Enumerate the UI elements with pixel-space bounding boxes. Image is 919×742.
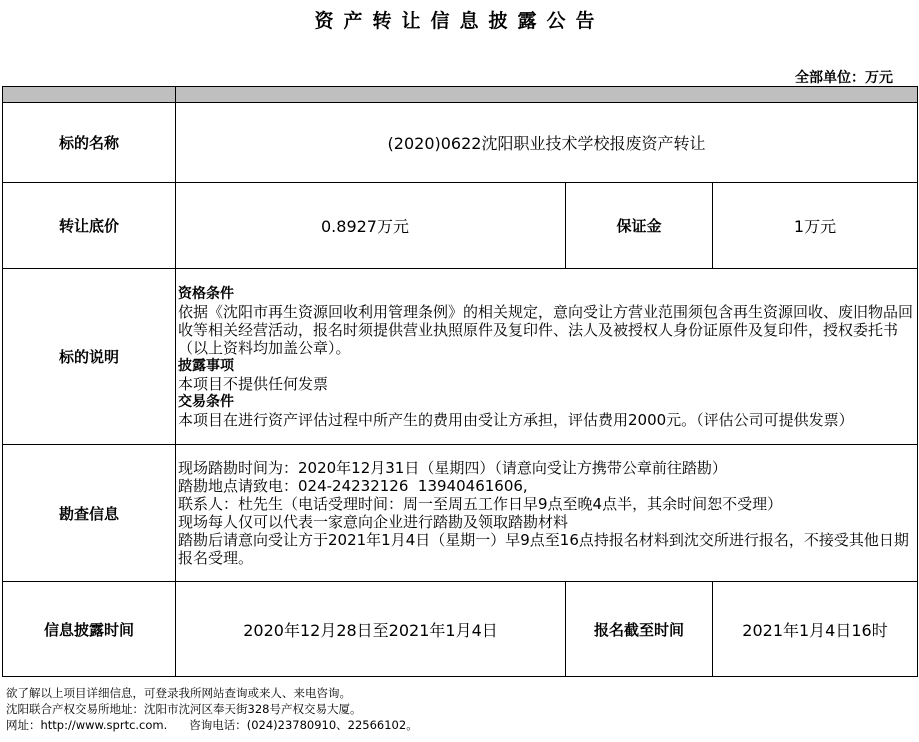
time-value: 2020年12月28日至2021年1月4日 [176,582,566,677]
deadline-value: 2021年1月4日16时 [713,582,918,677]
desc-label: 标的说明 [3,269,176,445]
name-label: 标的名称 [3,103,176,183]
price-value: 0.8927万元 [176,183,566,269]
desc-content [176,269,918,445]
footer-line: 欲了解以上项目详细信息，可登录我所网站查询或来人、来电咨询。 [6,686,351,700]
unit-note: 全部单位：万元 [795,70,893,86]
qual-text: 依据《沈阳市再生资源回收利用管理条例》的相关规定，意向受让方营业范围须包含再生资源回收、废旧物品回收等相关经营活动，报名时须提供营业执照原件及复印件、法人及被授权人身份证原件及复印件，授权委托书（以上资料均加盖公章）。 [178,302,914,357]
deposit-label: 保证金 [566,183,713,269]
trade-text: 本项目在进行资产评估过程中所产生的费用由受让方承担，评估费用2000元。（评估公司可提供发票） [178,410,854,429]
survey-label: 勘查信息 [3,445,176,582]
footer-line: 沈阳联合产权交易所地址：沈阳市沈河区奉天街328号产权交易大厦。 [6,702,362,716]
header-cell [176,87,918,103]
table-header-bar [3,87,918,103]
footer-info [6,685,418,733]
table-row [3,269,918,445]
header-cell [3,87,176,103]
survey-line: 踏勘后请意向受让方于2021年1月4日（星期一）早9点至16点持报名材料到沈交所进行报名，不接受其他日期报名受理。 [178,531,909,567]
survey-line: 联系人：杜先生（电话受理时间：周一至周五工作日早9点至晚4点半，其余时间恕不受理） [178,495,783,513]
survey-line: 踏勘地点请致电：024-24232126 13940461606, [178,477,528,495]
survey-content [176,445,918,582]
footer-line: 网址：http://www.sprtc.com. 咨询电话：(024)23780910、22566102。 [6,718,418,732]
table-row [3,183,918,269]
announcement-table [2,86,918,677]
name-value: (2020)0622沈阳职业技术学校报废资产转让 [176,103,918,183]
page-title: 资产转让信息披露公告 [314,10,605,32]
disc-heading: 披露事项 [178,357,234,374]
table-row [3,582,918,677]
survey-line: 现场踏勘时间为：2020年12月31日（星期四）（请意向受让方携带公章前往踏勘） [178,459,727,477]
table-row [3,103,918,183]
price-label: 转让底价 [3,183,176,269]
deposit-value: 1万元 [713,183,918,269]
table-row [3,445,918,582]
time-label: 信息披露时间 [3,582,176,677]
disc-text: 本项目不提供任何发票 [178,374,329,393]
survey-line: 现场每人仅可以代表一家意向企业进行踏勘及领取踏勘材料 [178,513,569,531]
trade-heading: 交易条件 [178,393,234,410]
deadline-label: 报名截至时间 [566,582,713,677]
qual-heading: 资格条件 [178,285,234,302]
